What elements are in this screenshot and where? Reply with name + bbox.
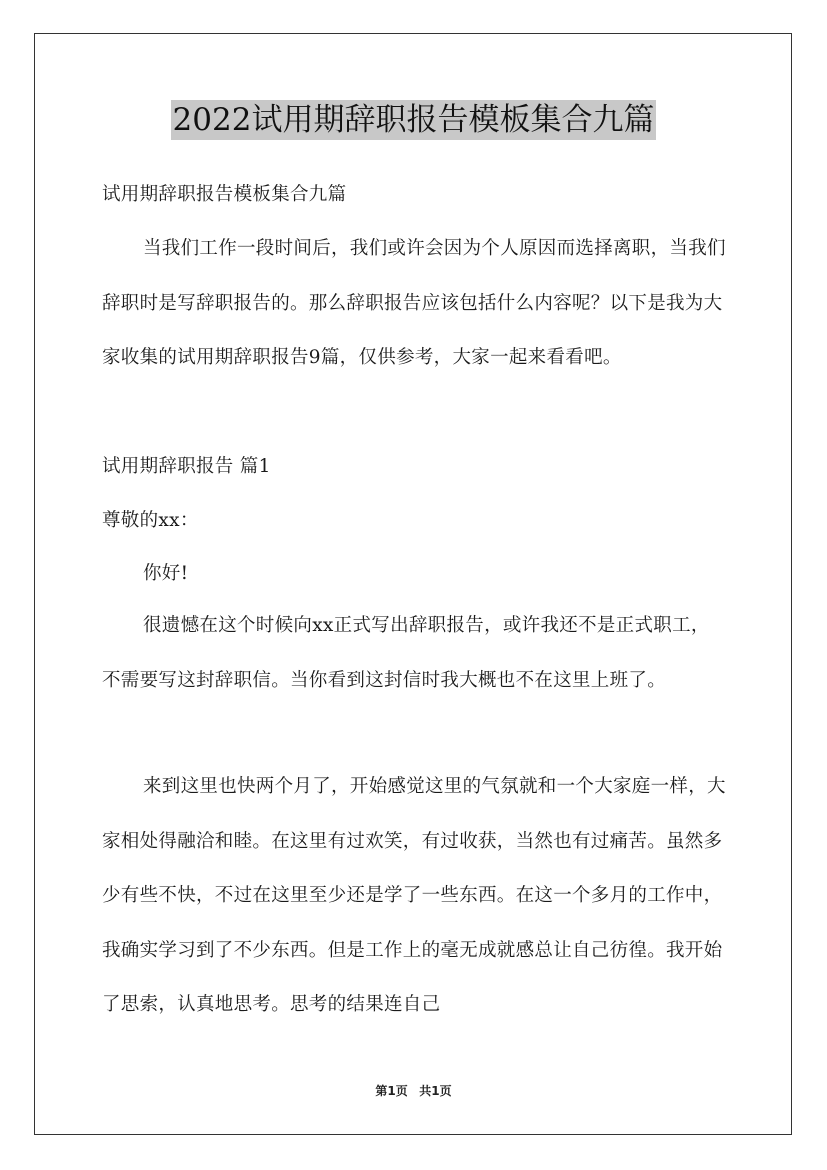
page-total: 共1页 <box>419 1084 452 1098</box>
document-subtitle: 试用期辞职报告模板集合九篇 <box>102 184 347 205</box>
salutation: 尊敬的xx： <box>102 510 199 531</box>
title-container <box>0 100 827 140</box>
intro-paragraph: 当我们工作一段时间后，我们或许会因为个人原因而选择离职，当我们辞职时是写辞职报告的。那么辞职报告应该包括什么内容呢？以下是我为大家收集的试用期辞职报告9篇，仅供参考，大家一起来看看吧。 <box>102 238 726 368</box>
body-paragraph-1: 很遗憾在这个时候向xx正式写出辞职报告，或许我还不是正式职工，不需要写这封辞职信。当你看到这封信时我大概也不在这里上班了。 <box>102 615 710 691</box>
document-title: 2022试用期辞职报告模板集合九篇 <box>172 102 655 138</box>
page-number: 第1页 <box>375 1084 408 1098</box>
section-heading: 试用期辞职报告 篇1 <box>102 456 271 477</box>
greeting: 你好! <box>143 563 189 584</box>
page-footer <box>0 1083 827 1099</box>
body-paragraph-2: 来到这里也快两个月了，开始感觉这里的气氛就和一个大家庭一样，大家相处得融洽和睦。在这里有过欢笑，有过收获，当然也有过痛苦。虽然多少有些不快，不过在这里至少还是学了一些东西。在这一个多月的工作中，我确实学习到了不少东西。但是工作上的毫无成就感总让自己彷徨。我开始了思索，认真地思考。思考的结果连自己 <box>102 776 726 1015</box>
